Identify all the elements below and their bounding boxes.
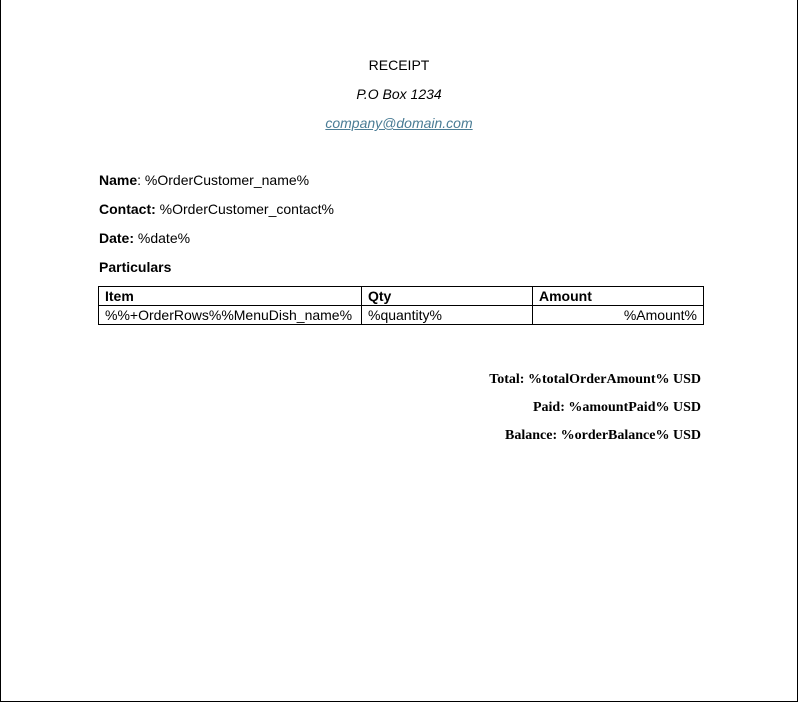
header-qty: Qty xyxy=(362,287,533,306)
receipt-title: RECEIPT xyxy=(368,57,430,73)
name-value: : %OrderCustomer_name% xyxy=(137,172,310,188)
email-link[interactable]: company@domain.com xyxy=(325,115,473,131)
table-row xyxy=(99,306,704,325)
email-line xyxy=(1,115,797,131)
paid-line: Paid: %amountPaid% USD xyxy=(532,400,701,415)
date-value: %date% xyxy=(134,230,191,246)
balance-line: Balance: %orderBalance% USD xyxy=(505,428,701,443)
cell-item: %%+OrderRows%%MenuDish_name% xyxy=(99,306,362,325)
po-box: P.O Box 1234 xyxy=(356,86,442,102)
name-label: Name xyxy=(99,172,138,188)
total-line: Total: %totalOrderAmount% USD xyxy=(489,372,701,387)
header-item: Item xyxy=(99,287,362,306)
date-field xyxy=(99,230,190,246)
table-header-row xyxy=(99,287,704,306)
particulars-heading: Particulars xyxy=(99,259,172,275)
cell-qty: %quantity% xyxy=(362,306,533,325)
date-label: Date: xyxy=(99,230,135,246)
contact-value: %OrderCustomer_contact% xyxy=(155,201,334,217)
customer-contact-field xyxy=(99,201,334,217)
cell-amount: %Amount% xyxy=(533,306,704,325)
customer-name-field xyxy=(99,172,309,188)
particulars-table xyxy=(98,286,704,325)
header-amount: Amount xyxy=(533,287,704,306)
contact-label: Contact: xyxy=(99,201,156,217)
